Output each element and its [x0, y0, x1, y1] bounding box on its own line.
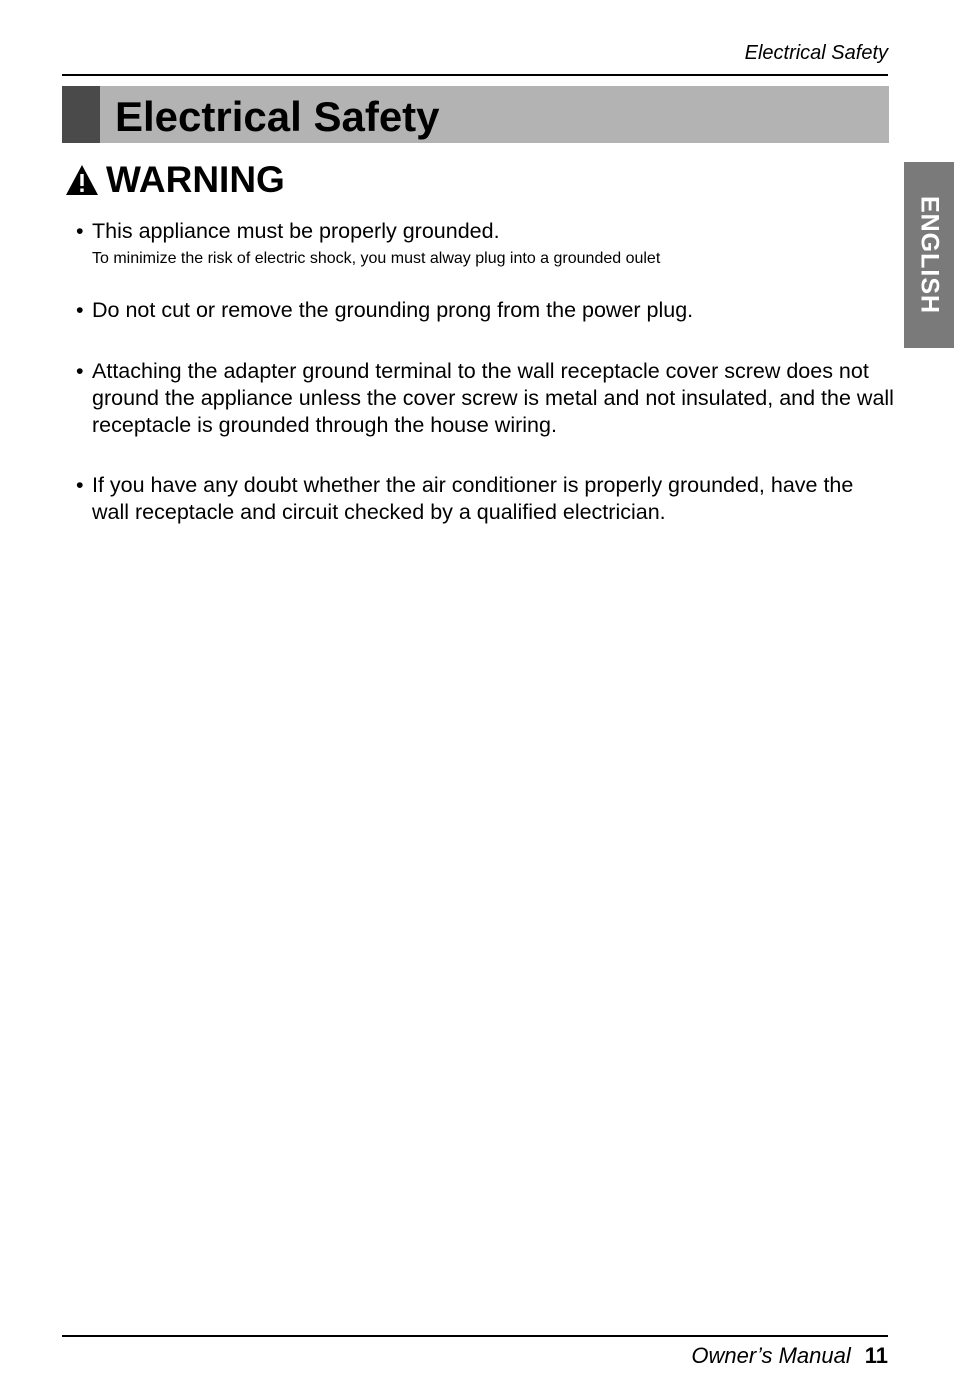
list-item	[76, 472, 896, 526]
list-item	[76, 358, 896, 439]
warning-heading	[64, 158, 285, 202]
list-item-text: Do not cut or remove the grounding prong from the power plug.	[92, 298, 694, 322]
page-footer	[691, 1343, 888, 1369]
title-bar	[62, 86, 889, 143]
bottom-rule	[62, 1335, 888, 1337]
bullet-dot: •	[76, 298, 84, 322]
footer-manual-label: Owner’s Manual	[691, 1343, 851, 1368]
warning-triangle-icon	[64, 163, 100, 197]
top-rule	[62, 74, 888, 76]
running-header: Electrical Safety	[744, 42, 888, 64]
title-accent-block	[62, 86, 100, 143]
list-item-note: To minimize the risk of electric shock, you must alway plug into a grounded oulet	[92, 250, 661, 267]
page-title: Electrical Safety	[115, 93, 440, 140]
bullet-dot: •	[76, 473, 84, 497]
list-item-text: If you have any doubt whether the air conditioner is properly grounded, have the wall receptacle and circuit checked by a qualified electrician.	[92, 473, 854, 524]
warning-label: WARNING	[106, 159, 285, 200]
list-item	[76, 297, 896, 324]
list-item	[76, 218, 896, 270]
language-tab	[904, 162, 954, 348]
bullet-dot: •	[76, 219, 84, 243]
list-item-text: Attaching the adapter ground terminal to the wall receptacle cover screw does not ground the appliance unless the cover screw is metal and not insulated, and the wall receptacle is grounded through the house wiring.	[92, 359, 894, 437]
page-number: 11	[864, 1343, 888, 1368]
language-tab-label: ENGLISH	[915, 195, 944, 315]
list-item-text: This appliance must be properly grounded.	[92, 219, 500, 243]
bullet-dot: •	[76, 359, 84, 383]
